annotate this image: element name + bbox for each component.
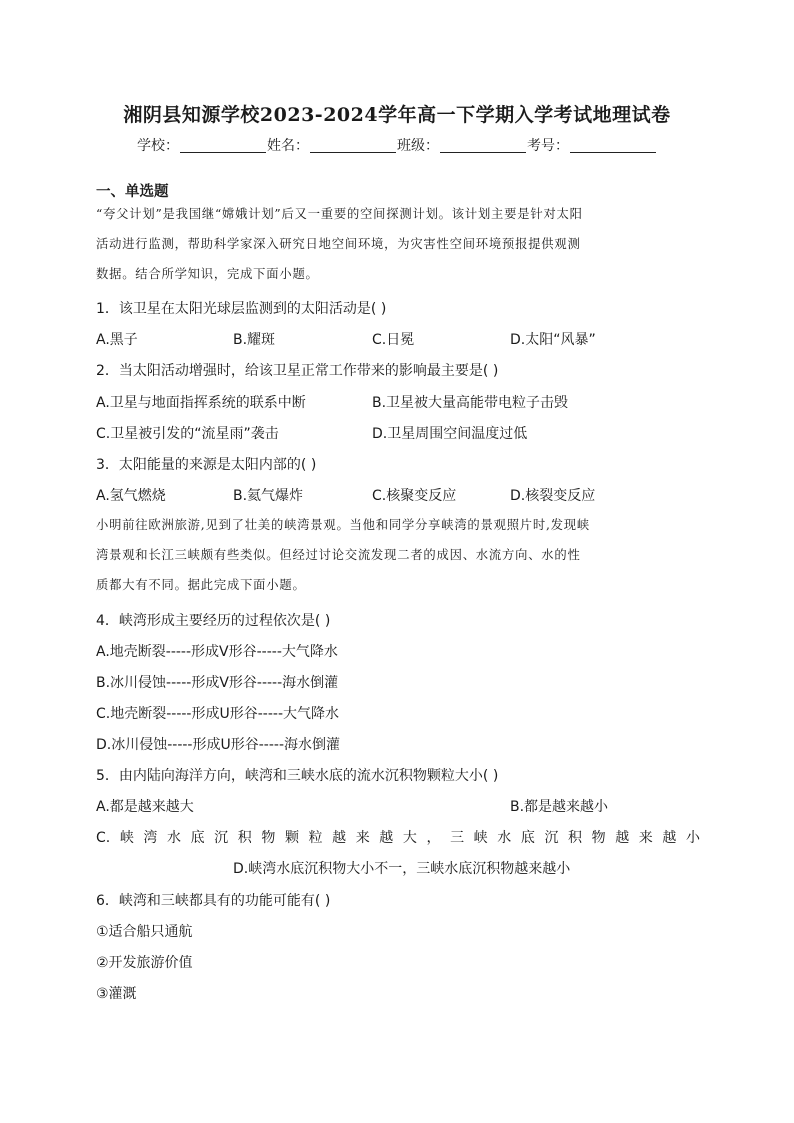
q1-option-a[interactable]: A.黑子 [96, 332, 138, 348]
q1-option-d[interactable]: D.太阳“风暴” [510, 332, 596, 348]
question-4-stem: 4．峡湾形成主要经历的过程依次是( ) [96, 613, 331, 629]
q4-option-b[interactable]: B.冰川侵蚀-----形成V形谷-----海水倒灌 [96, 675, 339, 691]
q5-option-d[interactable]: D.峡湾水底沉积物大小不一，三峡水底沉积物越来越小 [233, 861, 571, 877]
q3-option-d[interactable]: D.核裂变反应 [510, 488, 596, 504]
q5-option-c[interactable]: C.峡湾水底沉积物颗粒越来越大，三峡水底沉积物越来越小 [96, 830, 700, 846]
page-title: 湘阴县知源学校2023-2024学年高一下学期入学考试地理试卷 [123, 104, 671, 126]
section-heading: 一、单选题 [96, 184, 169, 200]
question-3-stem: 3．太阳能量的来源是太阳内部的( ) [96, 457, 317, 473]
passage-line: 数据。结合所学知识，完成下面小题。 [96, 267, 319, 281]
q6-item-2[interactable]: ②开发旅游价值 [96, 955, 193, 971]
q4-option-a[interactable]: A.地壳断裂-----形成V形谷-----大气降水 [96, 644, 338, 660]
q4-option-c[interactable]: C.地壳断裂-----形成U形谷-----大气降水 [96, 706, 339, 722]
school-blank[interactable] [180, 138, 266, 153]
student-info-line [0, 135, 794, 155]
q3-option-b[interactable]: B.氦气爆炸 [233, 488, 304, 504]
q4-option-d[interactable]: D.冰川侵蚀-----形成U形谷-----海水倒灌 [96, 737, 340, 753]
class-blank[interactable] [440, 138, 526, 153]
q2-option-b[interactable]: B.卫星被大量高能带电粒子击毁 [372, 395, 569, 411]
class-label: 班级： [397, 138, 439, 154]
name-label: 姓名： [267, 138, 309, 154]
question-5-stem: 5．由内陆向海洋方向，峡湾和三峡水底的流水沉积物颗粒大小( ) [96, 768, 499, 784]
passage-1 [96, 199, 700, 289]
exam-number-label: 考号： [527, 138, 569, 154]
q6-item-3[interactable]: ③灌溉 [96, 986, 137, 1002]
q5-option-a[interactable]: A.都是越来越大 [96, 799, 194, 815]
q2-option-c[interactable]: C.卫星被引发的“流星雨”袭击 [96, 426, 279, 442]
q1-option-b[interactable]: B.耀斑 [233, 332, 276, 348]
q2-option-a[interactable]: A.卫星与地面指挥系统的联系中断 [96, 395, 306, 411]
passage-line: 湾景观和长江三峡颇有些类似。但经过讨论交流发现二者的成因、水流方向、水的性 [96, 548, 581, 562]
q3-option-a[interactable]: A.氢气燃烧 [96, 488, 166, 504]
exam-number-blank[interactable] [570, 138, 656, 153]
passage-line: 活动进行监测，帮助科学家深入研究日地空间环境，为灾害性空间环境预报提供观测 [96, 237, 581, 251]
question-1-stem: 1．该卫星在太阳光球层监测到的太阳活动是( ) [96, 301, 387, 317]
passage-line: “夸父计划”是我国继“嫦娥计划”后又一重要的空间探测计划。该计划主要是针对太阳 [96, 207, 583, 221]
question-2-stem: 2．当太阳活动增强时，给该卫星正常工作带来的影响最主要是( ) [96, 363, 499, 379]
q1-option-c[interactable]: C.日冕 [372, 332, 415, 348]
q5-option-b[interactable]: B.都是越来越小 [510, 799, 609, 815]
passage-line: 质都大有不同。据此完成下面小题。 [96, 578, 306, 592]
school-label: 学校： [137, 138, 179, 154]
q3-option-c[interactable]: C.核聚变反应 [372, 488, 457, 504]
passage-2 [96, 510, 700, 600]
name-blank[interactable] [310, 138, 396, 153]
passage-line: 小明前往欧洲旅游,见到了壮美的峡湾景观。当他和同学分享峡湾的景观照片时,发现峡 [96, 518, 591, 532]
q6-item-1[interactable]: ①适合船只通航 [96, 924, 193, 940]
q2-option-d[interactable]: D.卫星周围空间温度过低 [372, 426, 528, 442]
question-6-stem: 6．峡湾和三峡都具有的功能可能有( ) [96, 893, 331, 909]
